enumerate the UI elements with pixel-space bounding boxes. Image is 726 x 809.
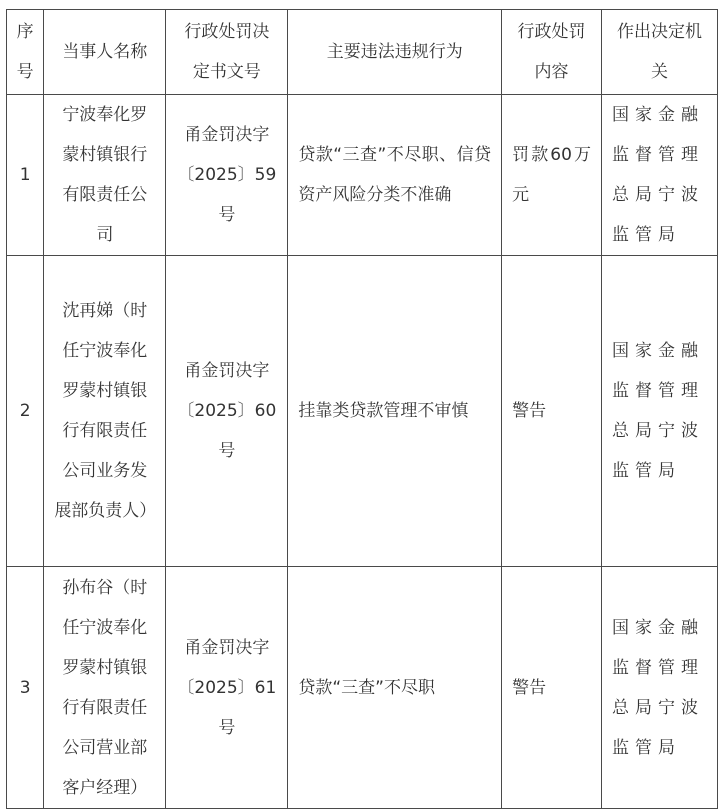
header-row bbox=[7, 10, 718, 95]
penalty-table bbox=[6, 9, 718, 809]
table-row bbox=[7, 256, 718, 567]
cell-doc: 甬金罚决字〔2025〕60号 bbox=[166, 256, 288, 567]
header-doc: 行政处罚决定书文号 bbox=[166, 10, 288, 95]
cell-seq: 2 bbox=[7, 256, 44, 567]
cell-seq: 3 bbox=[7, 567, 44, 809]
header-party: 当事人名称 bbox=[44, 10, 166, 95]
cell-penalty: 警告 bbox=[502, 567, 602, 809]
table-row bbox=[7, 567, 718, 809]
cell-violation: 挂靠类贷款管理不审慎 bbox=[288, 256, 502, 567]
cell-penalty: 罚款60万元 bbox=[502, 95, 602, 256]
header-violation: 主要违法违规行为 bbox=[288, 10, 502, 95]
cell-authority: 国家金融监督管理总局宁波监管局 bbox=[601, 95, 717, 256]
cell-violation: 贷款“三查”不尽职、信贷资产风险分类不准确 bbox=[288, 95, 502, 256]
table-row bbox=[7, 95, 718, 256]
cell-penalty: 警告 bbox=[502, 256, 602, 567]
cell-doc: 甬金罚决字〔2025〕61号 bbox=[166, 567, 288, 809]
cell-doc: 甬金罚决字〔2025〕59号 bbox=[166, 95, 288, 256]
cell-party: 宁波奉化罗蒙村镇银行有限责任公司 bbox=[44, 95, 166, 256]
cell-authority: 国家金融监督管理总局宁波监管局 bbox=[601, 567, 717, 809]
cell-party: 孙布谷（时任宁波奉化罗蒙村镇银行有限责任公司营业部客户经理） bbox=[44, 567, 166, 809]
header-authority: 作出决定机关 bbox=[601, 10, 717, 95]
cell-violation: 贷款“三查”不尽职 bbox=[288, 567, 502, 809]
cell-authority: 国家金融监督管理总局宁波监管局 bbox=[601, 256, 717, 567]
cell-party: 沈再娣（时任宁波奉化罗蒙村镇银行有限责任公司业务发展部负责人） bbox=[44, 256, 166, 567]
header-penalty: 行政处罚内容 bbox=[502, 10, 602, 95]
cell-seq: 1 bbox=[7, 95, 44, 256]
header-seq: 序号 bbox=[7, 10, 44, 95]
